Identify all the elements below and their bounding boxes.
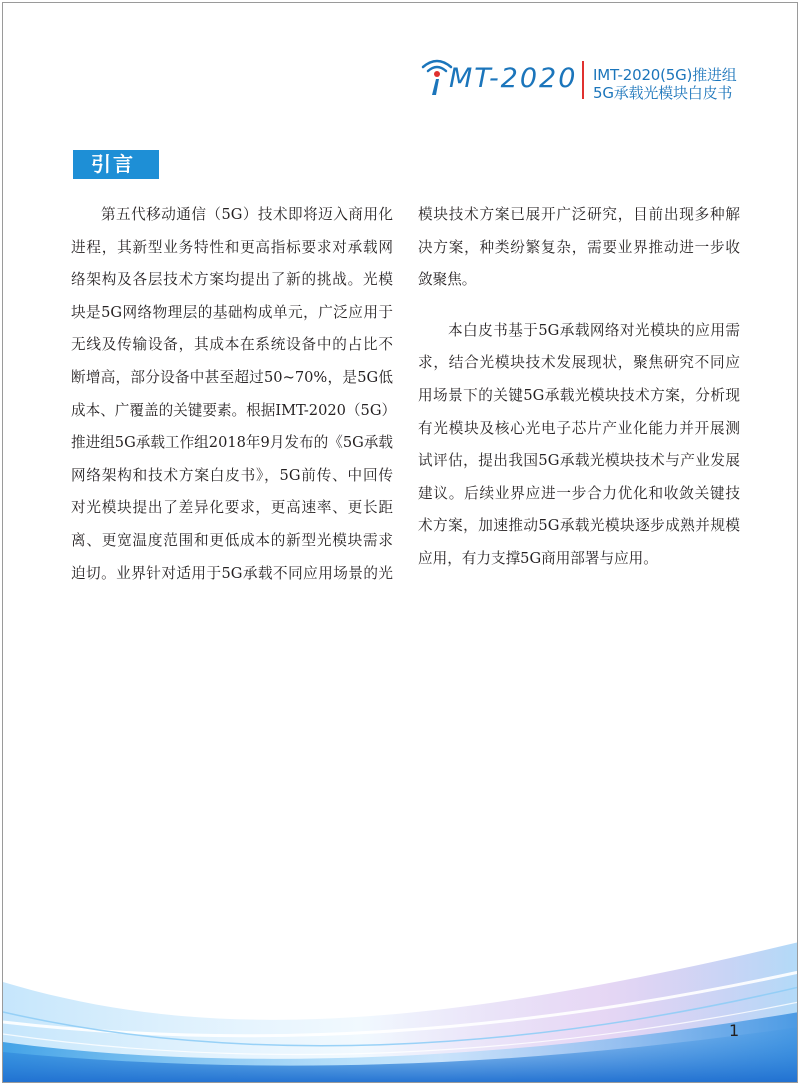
body-line: 敛聚焦。 xyxy=(418,271,477,289)
body-line: 对光模块提出了差异化要求，更高速率、更长距 xyxy=(71,499,393,517)
body-line: 应用，有力支撑5G商用部署与应用。 xyxy=(418,549,658,567)
body-line: 用场景下的关键5G承载光模块技术方案，分析现 xyxy=(418,386,740,404)
blue-light-wave xyxy=(3,902,798,1082)
body-line: 建议。后续业界应进一步合力优化和收敛关键技 xyxy=(418,484,740,502)
body-line: 第五代移动通信（5G）技术即将迈入商用化 xyxy=(101,206,393,223)
section-heading: 引言 xyxy=(73,150,159,179)
body-line: 求，结合光模块技术发展现状，聚焦研究不同应 xyxy=(418,354,740,372)
body-line: 离、更宽温度范围和更低成本的新型光模块需求 xyxy=(71,531,393,549)
logo-wordmark: MT-2020 xyxy=(449,63,578,94)
imt-2020-logo xyxy=(417,53,578,101)
page-number: 1 xyxy=(729,1021,740,1040)
body-line: 迫切。业界针对适用于5G承载不同应用场景的光 xyxy=(71,564,393,582)
body-line: 成本、广覆盖的关键要素。根据IMT-2020（5G） xyxy=(71,401,397,419)
document-page xyxy=(2,2,798,1083)
body-line: 模块技术方案已展开广泛研究，目前出现多种解 xyxy=(418,206,740,223)
header-doc-title: 5G承载光模块白皮书 xyxy=(593,84,733,102)
body-line: 络架构及各层技术方案均提出了新的挑战。光模 xyxy=(71,271,393,289)
header-org-name: IMT-2020(5G)推进组 xyxy=(593,66,737,84)
body-line: 块是5G网络物理层的基础构成单元，广泛应用于 xyxy=(71,303,393,321)
body-line: 试评估，提出我国5G承载光模块技术与产业发展 xyxy=(418,452,740,470)
body-right-column xyxy=(418,199,740,576)
body-line: 术方案，加速推动5G承载光模块逐步成熟并规模 xyxy=(418,517,740,535)
body-line: 无线及传输设备，其成本在系统设备中的占比不 xyxy=(71,336,393,354)
body-line: 网络架构和技术方案白皮书》，5G前传、中回传 xyxy=(71,466,393,484)
body-line: 进程，其新型业务特性和更高指标要求对承载网 xyxy=(71,238,393,256)
body-left-column xyxy=(71,199,397,590)
body-line: 断增高，部分设备中甚至超过50~70%，是5G低 xyxy=(71,368,393,386)
body-line: 本白皮书基于5G承载网络对光模块的应用需 xyxy=(448,321,740,339)
body-line: 有光模块及核心光电子芯片产业化能力并开展测 xyxy=(418,419,740,437)
body-line: 推进组5G承载工作组2018年9月发布的《5G承载 xyxy=(71,434,393,452)
header-divider xyxy=(582,61,584,99)
body-line: 决方案，种类纷繁复杂，需要业界推动进一步收 xyxy=(418,238,740,256)
paragraph-gap xyxy=(418,297,740,315)
